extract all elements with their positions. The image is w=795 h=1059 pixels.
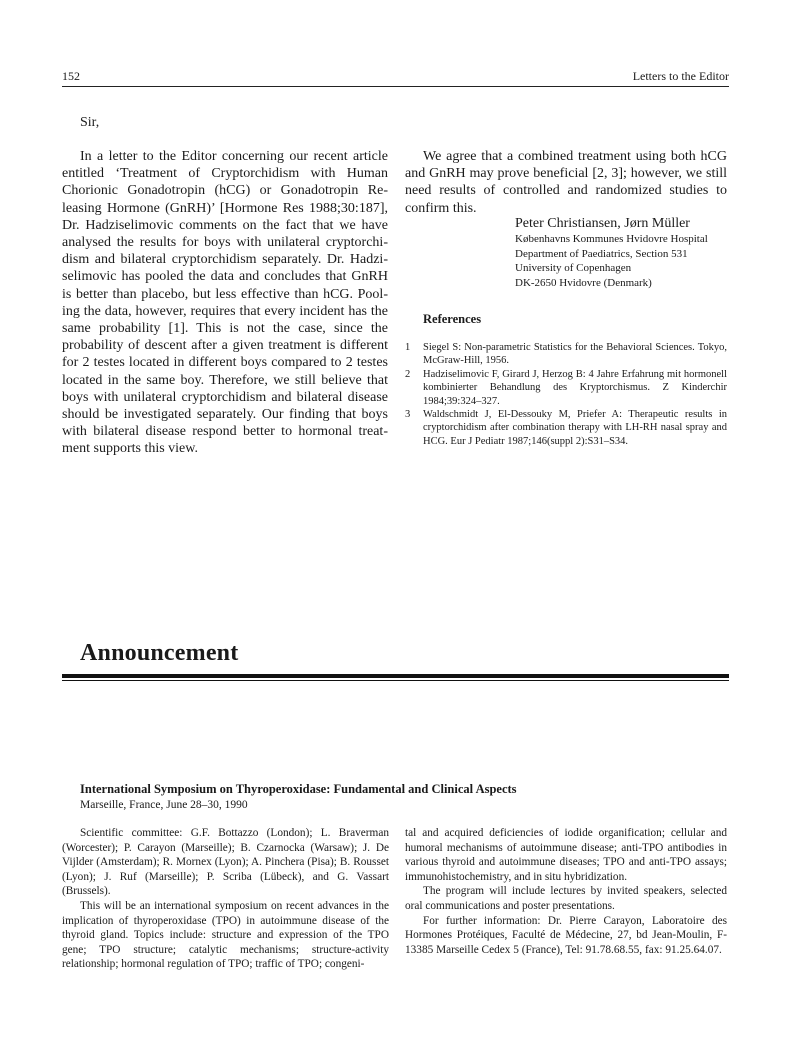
reference-item [405, 341, 727, 368]
reference-number: 1 [405, 342, 411, 353]
author-names: Peter Christiansen, Jørn Müller [515, 216, 690, 231]
announcement-paragraph: This will be an international symposium on recent advances in the implication of thyroperoxidase (TPO) in autoimmune disease of the thyroid gland. Topics include: structure and expression of the TPO gene; TPO structure; catalytic mechanisms; structure-activity relationship; hormonal regulation of TPO; traffic of TPO; congeni- [62, 899, 389, 971]
affiliation-line: DK-2650 Hvidovre (Denmark) [515, 276, 652, 289]
references-heading: References [423, 312, 482, 326]
references-list [405, 341, 727, 448]
symposium-title: International Symposium on Thyroperoxidase: Fundamental and Clinical Aspects [80, 782, 517, 796]
signature-block [515, 215, 735, 290]
announcement-paragraph: tal and acquired deficiencies of iodide organification; cellular and humoral mechanisms of autoimmune disease; anti-TPO antibodies in various thyroid and autoimmune diseases; TPO and anti-TPO assays; immunohistochemistry, and in situ hybridization. [405, 827, 727, 883]
letter-salutation: Sir, [80, 115, 100, 130]
reference-text: Siegel S: Non-parametric Statistics for the Behavioral Sciences. Tokyo, McGraw-Hill, 1956. [423, 342, 727, 367]
reference-item [405, 368, 727, 408]
letter-paragraph: We agree that a combined treatment using both hCG and GnRH may prove beneficial [2, 3]; however, we still need results of controlled and randomized studies to confirm this. [405, 149, 727, 216]
running-header: Letters to the Editor [632, 69, 729, 83]
announcement-left-column [62, 826, 389, 972]
announcement-rule-thin [62, 680, 729, 681]
announcement-title: Announcement [80, 640, 239, 666]
announcement-paragraph: Scientific committee: G.F. Bottazzo (London); L. Braverman (Worcester); P. Carayon (Marseille); B. Czarnocka (Warsaw); J. De Vijlder (Amsterdam); R. Mornex (Lyon); A. Pinchera (Pisa); B. Rousset (Lyon); J. Ruf (Marseille); P. Scriba (Lübeck), and G. Vassart (Brussels). [62, 827, 389, 898]
symposium-location-date: Marseille, France, June 28–30, 1990 [80, 799, 248, 811]
announcement-right-column [405, 826, 727, 957]
letter-right-column [405, 148, 727, 217]
announcement-rule-thick [62, 674, 729, 678]
reference-text: Waldschmidt J, El-Dessouky M, Priefer A: Therapeutic results in cryptorchidism after combination therapy with LH-RH nasal spray and HCG. Eur J Pediatr 1987;146(suppl 2):S31–S34. [423, 409, 727, 447]
reference-text: Hadziselimovic F, Girard J, Herzog B: 4 Jahre Erfahrung mit hormonell kombinierter Behandlung des Kryptorchismus. Z Kinderchir 1984;39:324–327. [423, 368, 727, 407]
announcement-paragraph: The program will include lectures by invited speakers, selected oral communications and poster presentations. [405, 885, 727, 912]
reference-number: 2 [405, 368, 411, 380]
page-number: 152 [62, 69, 80, 83]
announcement-paragraph: For further information: Dr. Pierre Carayon, Laboratoire des Hormones Protéiques, Faculté de Médecine, 27, bd Jean-Moulin, F-13385 Marseille Cedex 5 (France), Tel: 91.78.68.55, fax: 91.25.64.07. [405, 914, 727, 956]
affiliation-line: Department of Paediatrics, Section 531 [515, 247, 688, 260]
header-rule [62, 86, 729, 87]
letter-left-column [62, 148, 388, 458]
affiliation-line: University of Copenhagen [515, 262, 632, 274]
letter-paragraph: In a letter to the Editor concerning our recent article entitled ‘Treatment of Cryptorchidism with Human Chorionic Gonadotropin (hCG) or Gonadotropin Releasing Hormone (GnRH)’ [Hormone Res 1988;30:187], Dr. Hadziselimovic comments on the fact that we have analysed the results for boys with unilateral cryptorchidism and bilateral cryptorchidism separately. Dr. Hadziselimovic has pooled the data and concludes that GnRH is better than placebo, but less effective than hCG. Pooling the data, however, requires that every incident has the same probability [1]. This is not the case, since the probability of descent after a given treatment is different for 2 testes located in different boys compared to 2 testes located in the same boy. Therefore, we still believe that boys with unilateral cryptorchidism and bilateral disease should be investigated separately. Our finding that boys with bilateral disease respond better to hormonal treatment supports this view. [62, 149, 388, 457]
reference-number: 3 [405, 409, 411, 421]
reference-item [405, 408, 727, 448]
affiliation-line: Københavns Kommunes Hvidovre Hospital [515, 233, 708, 245]
